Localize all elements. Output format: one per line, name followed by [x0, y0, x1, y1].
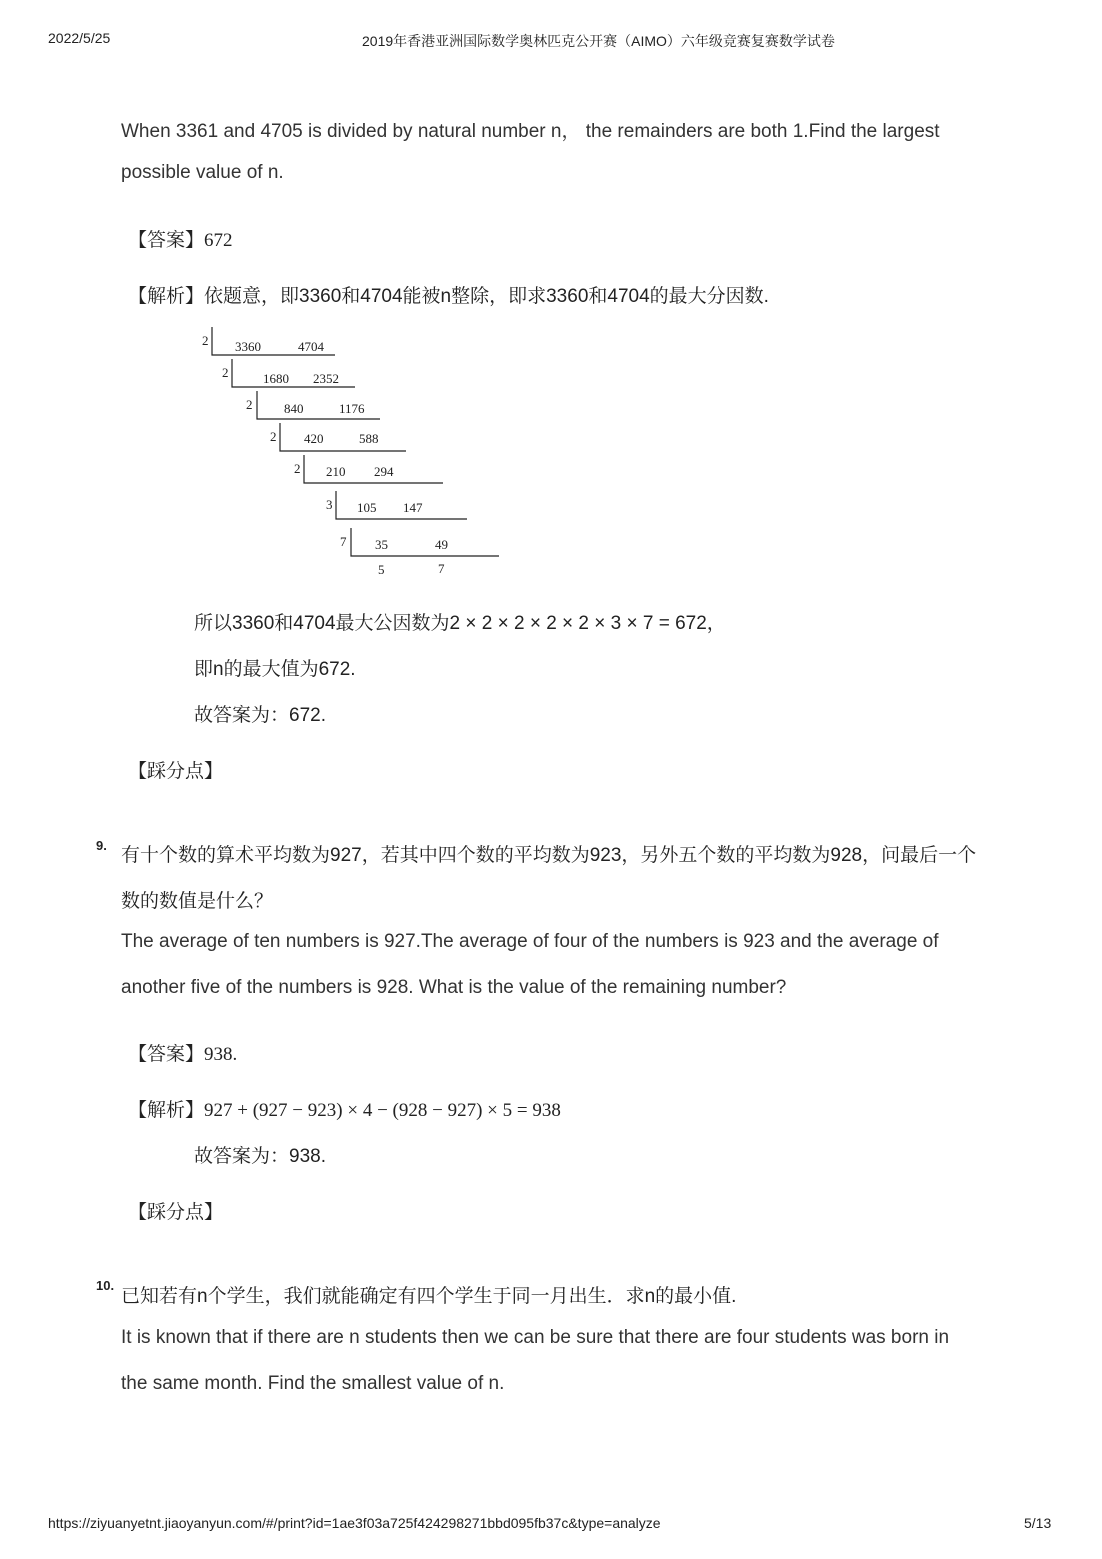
- answer-label: 【答案】: [128, 1044, 205, 1065]
- page-url-link[interactable]: https://ziyuanyetnt.jiaoyanyun.com/#/print?id=1ae3f03a725f424298271bbd095fb37c&type=analyze: [48, 1515, 661, 1531]
- dividend-left: 210: [326, 464, 346, 479]
- dividend-right: 4704: [298, 339, 324, 354]
- divisor: 2: [246, 397, 253, 412]
- q10-chinese-line1: 已知若有n个学生，我们就能确定有四个学生于同一月出生．求n的最小值.: [121, 1286, 737, 1307]
- q8-conclusion1: 所以3360和4704最大公因数为2 × 2 × 2 × 2 × 2 × 3 × 7 = 672，: [194, 613, 726, 634]
- dividend-right: 588: [359, 431, 379, 446]
- page-title: 2019年香港亚洲国际数学奥林匹克公开赛（AIMO）六年级竞赛复赛数学试卷: [362, 33, 835, 49]
- dividend-right: 147: [403, 500, 423, 515]
- q9-chinese-line2: 数的数值是什么？: [121, 891, 274, 912]
- q9-answer: [128, 1039, 237, 1066]
- division-bracket: [351, 528, 499, 556]
- analysis-text: 依题意，即3360和4704能被n整除，即求3360和4704的最大分因数.: [204, 286, 769, 307]
- answer-value: 938.: [204, 1044, 238, 1065]
- dividend-left: 420: [304, 431, 324, 446]
- analysis-formula: 927 + (927 − 923) × 4 − (928 − 927) × 5 = 938: [204, 1100, 561, 1121]
- q9-scoring-points: 【踩分点】: [128, 1202, 224, 1223]
- q9-english-line1: The average of ten numbers is 927.The average of four of the numbers is 923 and the average of: [121, 931, 939, 952]
- q9-conclusion: 故答案为：938.: [194, 1146, 326, 1167]
- page-number: 5/13: [1024, 1515, 1052, 1531]
- q10-number: 10.: [96, 1278, 115, 1293]
- q8-analysis: [128, 281, 769, 308]
- division-bracket: [336, 491, 467, 519]
- q9-english-line2: another five of the numbers is 928. What is the value of the remaining number?: [121, 977, 787, 998]
- print-date: 2022/5/25: [48, 30, 111, 46]
- answer-label: 【答案】: [128, 230, 205, 251]
- divisor: 3: [326, 497, 333, 512]
- divisor: 2: [222, 365, 229, 380]
- q8-english-line2: possible value of n.: [121, 162, 284, 183]
- q8-answer: [128, 225, 233, 252]
- q9-chinese-line1: 有十个数的算术平均数为927，若其中四个数的平均数为923，另外五个数的平均数为928，问最后一个: [121, 845, 977, 866]
- q9-analysis: [128, 1095, 561, 1122]
- q8-english-line1: When 3361 and 4705 is divided by natural number n， the remainders are both 1.Find the largest: [121, 121, 940, 142]
- dividend-right: 1176: [339, 401, 365, 416]
- divisor: 2: [270, 429, 277, 444]
- dividend-left: 105: [357, 500, 377, 515]
- dividend-right: 49: [435, 537, 448, 552]
- division-bracket: [280, 423, 406, 451]
- q8-conclusion2: 即n的最大值为672.: [194, 659, 356, 680]
- dividend-left: 35: [375, 537, 388, 552]
- analysis-label: 【解析】: [128, 1100, 205, 1121]
- dividend-left: 3360: [235, 339, 261, 354]
- divisor: 2: [202, 333, 209, 348]
- q9-number: 9.: [96, 838, 107, 853]
- divisor: 7: [340, 534, 347, 549]
- q10-english-line2: the same month. Find the smallest value of n.: [121, 1373, 505, 1394]
- dividend-right: 294: [374, 464, 394, 479]
- dividend-left: 1680: [263, 371, 289, 386]
- result-left: 5: [378, 562, 385, 577]
- short-division-diagram: [195, 325, 515, 585]
- divisor: 2: [294, 461, 301, 476]
- answer-value: 672: [204, 230, 233, 251]
- dividend-right: 2352: [313, 371, 339, 386]
- q8-conclusion3: 故答案为：672.: [194, 705, 326, 726]
- result-right: 7: [438, 561, 445, 576]
- analysis-label: 【解析】: [128, 286, 205, 307]
- q10-english-line1: It is known that if there are n students then we can be sure that there are four students was born in: [121, 1327, 950, 1348]
- dividend-left: 840: [284, 401, 304, 416]
- q8-scoring-points: 【踩分点】: [128, 761, 224, 782]
